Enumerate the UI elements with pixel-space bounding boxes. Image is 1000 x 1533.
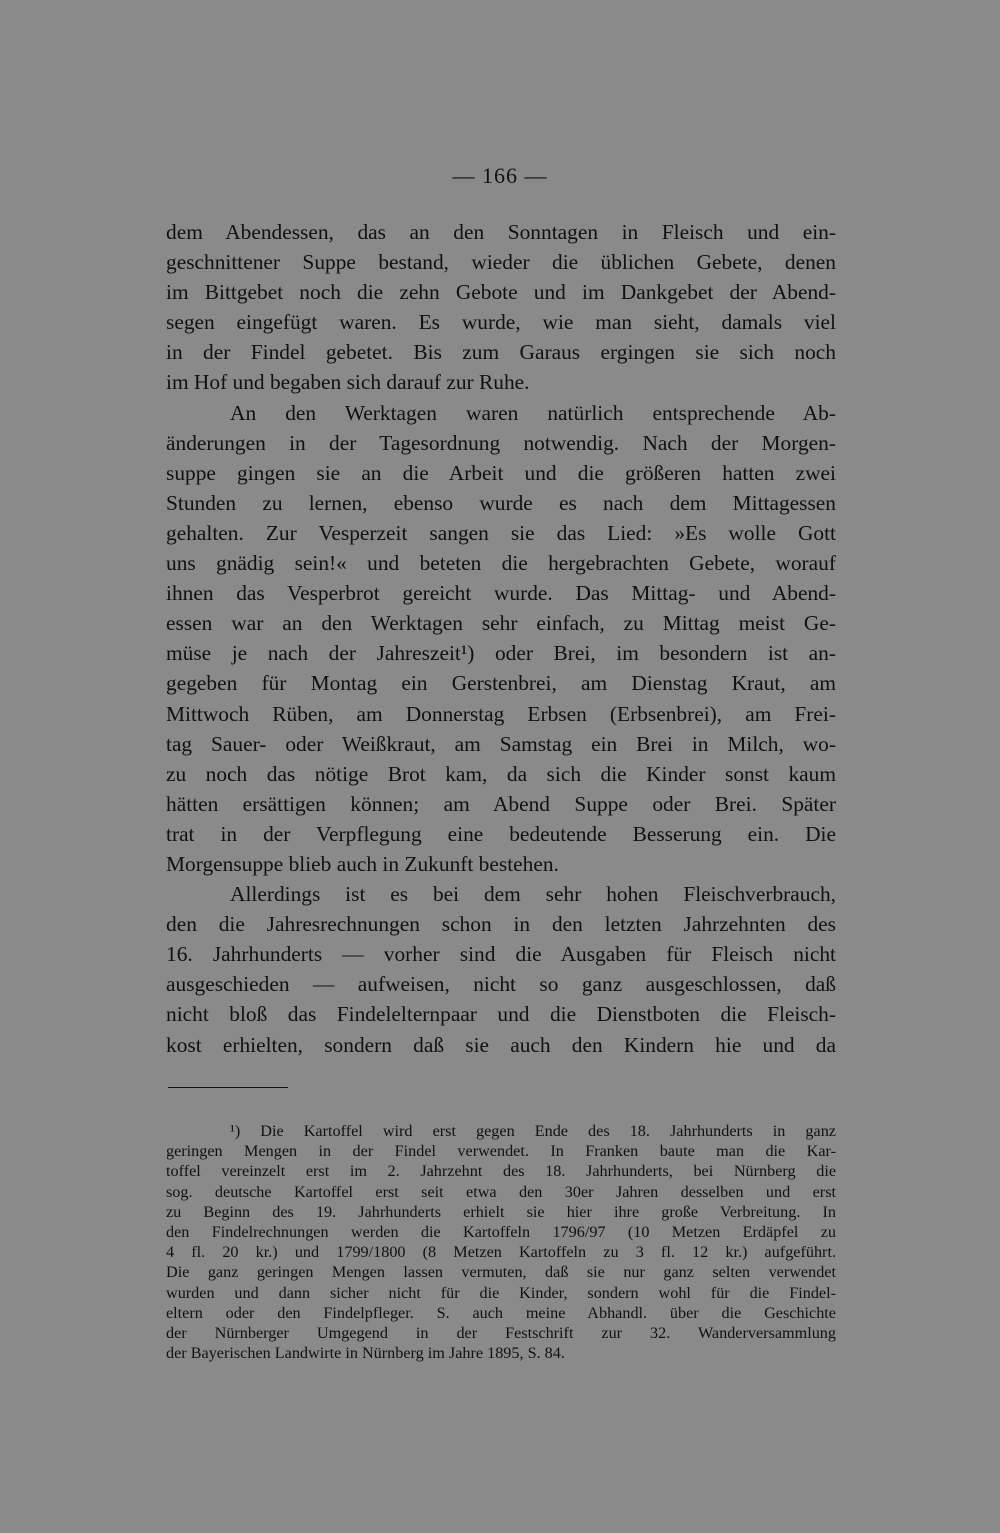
- text-line: tag Sauer- oder Weißkraut, am Samstag ein Brei in Milch, wo-: [166, 731, 836, 756]
- text-line: den die Jahresrechnungen schon in den letzten Jahrzehnten des: [166, 912, 836, 937]
- footnote-divider: [168, 1087, 288, 1088]
- paragraph-2: [166, 398, 836, 880]
- text-line: gehalten. Zur Vesperzeit sangen sie das Lied: »Es wolle Gott: [166, 520, 836, 545]
- text-line: nicht bloß das Findelelternpaar und die Dienstboten die Fleisch-: [166, 1002, 836, 1027]
- text-line: trat in der Verpflegung eine bedeutende Besserung ein. Die: [166, 821, 836, 846]
- footnote-line: geringen Mengen in der Findel verwendet. In Franken baute man die Kar-: [166, 1142, 836, 1161]
- text-line: zu noch das nötige Brot kam, da sich die Kinder sonst kaum: [166, 761, 836, 786]
- footnote-line: 4 fl. 20 kr.) und 1799/1800 (8 Metzen Kartoffeln zu 3 fl. 12 kr.) aufgeführt.: [166, 1243, 836, 1262]
- footnote-line: wurden und dann sicher nicht für die Kinder, sondern wohl für die Findel-: [166, 1283, 836, 1302]
- text-line: uns gnädig sein!« und beteten die hergebrachten Gebete, worauf: [166, 551, 836, 576]
- paragraph-1: [166, 217, 836, 398]
- footnote-line: Die ganz geringen Mengen lassen vermuten, daß sie nur ganz selten verwendet: [166, 1263, 836, 1282]
- text-line: Morgensuppe blieb auch in Zukunft bestehen.: [166, 851, 559, 876]
- text-line: An den Werktagen waren natürlich entsprechende Ab-: [230, 400, 836, 425]
- footnote-line: sog. deutsche Kartoffel erst seit etwa den 30er Jahren desselben und erst: [166, 1182, 836, 1201]
- footnote-line: ¹) Die Kartoffel wird erst gegen Ende des 18. Jahrhunderts in ganz: [230, 1122, 836, 1140]
- text-line: kost erhielten, sondern daß sie auch den Kindern hie und da: [166, 1032, 836, 1057]
- text-line: 16. Jahrhunderts — vorher sind die Ausgaben für Fleisch nicht: [166, 942, 836, 967]
- footnote-line: zu Beginn des 19. Jahrhunderts erhielt sie hier ihre große Verbreitung. In: [166, 1202, 836, 1221]
- text-line: ausgeschieden — aufweisen, nicht so ganz ausgeschlossen, daß: [166, 972, 836, 997]
- page-number: — 166 —: [452, 163, 548, 188]
- text-line: Allerdings ist es bei dem sehr hohen Fleischverbrauch,: [230, 882, 836, 907]
- footnote-line: der Bayerischen Landwirte in Nürnberg im Jahre 1895, S. 84.: [166, 1344, 565, 1363]
- text-line: geschnittener Suppe bestand, wieder die üblichen Gebete, denen: [166, 250, 836, 275]
- text-line: segen eingefügt waren. Es wurde, wie man sieht, damals viel: [166, 310, 836, 335]
- text-line: müse je nach der Jahreszeit¹) oder Brei, im besondern ist an-: [166, 641, 836, 666]
- text-line: ihnen das Vesperbrot gereicht wurde. Das Mittag- und Abend-: [166, 581, 836, 606]
- text-line: essen war an den Werktagen sehr einfach, zu Mittag meist Ge-: [166, 611, 836, 636]
- footnote-line: der Nürnberger Umgegend in der Festschrift zur 32. Wanderversammlung: [166, 1324, 836, 1343]
- footnote: [166, 1121, 836, 1363]
- footnote-line: eltern oder den Findelpfleger. S. auch meine Abhandl. über die Geschichte: [166, 1303, 836, 1322]
- text-line: dem Abendessen, das an den Sonntagen in Fleisch und ein-: [166, 220, 836, 244]
- text-line: Mittwoch Rüben, am Donnerstag Erbsen (Erbsenbrei), am Frei-: [166, 701, 836, 726]
- text-line: Stunden zu lernen, ebenso wurde es nach dem Mittagessen: [166, 490, 836, 515]
- paragraph-3: [166, 879, 836, 1060]
- text-line: gegeben für Montag ein Gerstenbrei, am Dienstag Kraut, am: [166, 671, 836, 696]
- text-line: suppe gingen sie an die Arbeit und die größeren hatten zwei: [166, 460, 836, 485]
- footnote-line: toffel vereinzelt erst im 2. Jahrzehnt des 18. Jahrhunderts, bei Nürnberg die: [166, 1162, 836, 1181]
- text-line: in der Findel gebetet. Bis zum Garaus ergingen sie sich noch: [166, 340, 836, 365]
- text-line: hätten ersättigen können; am Abend Suppe oder Brei. Später: [166, 791, 836, 816]
- main-text: [166, 217, 836, 1060]
- text-line: änderungen in der Tagesordnung notwendig. Nach der Morgen-: [166, 430, 836, 455]
- text-line: im Hof und begaben sich darauf zur Ruhe.: [166, 370, 530, 395]
- text-line: im Bittgebet noch die zehn Gebote und im Dankgebet der Abend-: [166, 280, 836, 305]
- footnote-line: den Findelrechnungen werden die Kartoffeln 1796/97 (10 Metzen Erdäpfel zu: [166, 1223, 836, 1242]
